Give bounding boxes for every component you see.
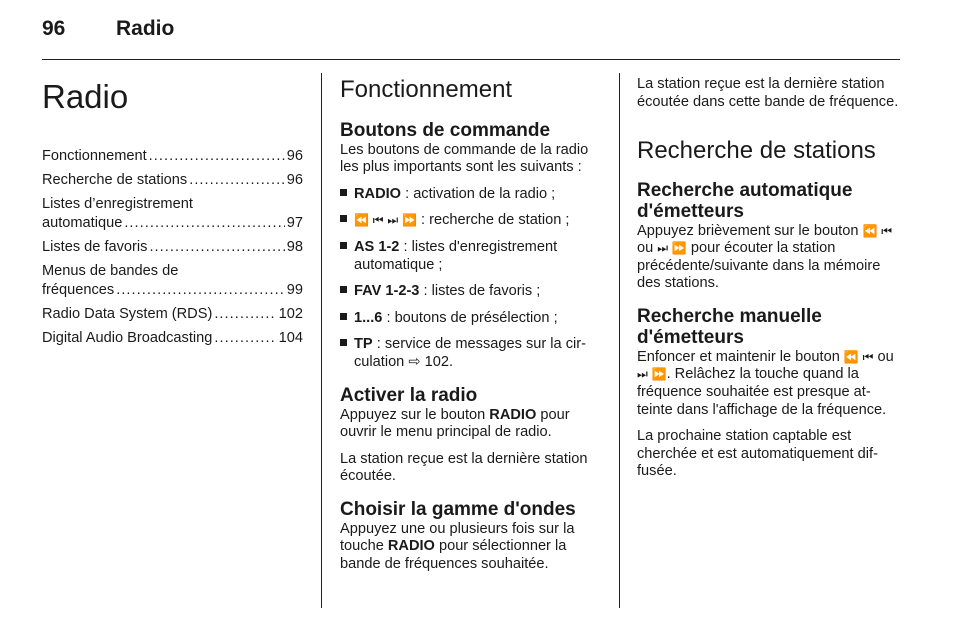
controls-intro: Les boutons de commande de la radio les plus importants sont les suivants :: [340, 141, 589, 176]
auto-search-heading: Recherche automatique d'émetteurs: [637, 179, 853, 222]
header-rule: [42, 59, 900, 60]
control-list-item: [340, 239, 602, 274]
text-run: pour ouvrir le menu principal de radio.: [340, 406, 570, 441]
toc-entry[interactable]: [42, 238, 303, 257]
seek-forward-icon: ⏭ ⏩: [637, 367, 667, 382]
text-run: pour écouter la station précédente/suivante dans la mémoire des stations.: [637, 240, 881, 292]
control-description: : boutons de présélection ;: [382, 309, 558, 326]
radio-key: RADIO: [489, 406, 537, 423]
text-run: ou: [637, 240, 658, 257]
toc-entry-line: [42, 305, 303, 324]
seek-buttons-icon: ⏪ ⏮ ⏭ ⏩: [354, 213, 417, 228]
controls-heading: Boutons de commande: [340, 119, 551, 141]
toc-leader-dots: [116, 281, 285, 300]
band-paragraph: [340, 521, 602, 574]
control-list-item: [340, 283, 602, 301]
activate-heading: Activer la radio: [340, 384, 478, 406]
toc-leader-dots: [149, 238, 284, 257]
bullet-square-icon: [340, 242, 347, 249]
toc-entry[interactable]: [42, 262, 303, 300]
control-description: : recherche de station ;: [416, 212, 570, 229]
seek-back-icon: ⏪ ⏮: [843, 349, 874, 364]
toc-entry-page: 96: [286, 147, 303, 164]
toc-entry-line: [42, 171, 303, 190]
toc-entry[interactable]: [42, 147, 303, 166]
right-column: [637, 72, 900, 490]
toc-entry-title: Recherche de stations: [42, 171, 188, 188]
text-run: ou: [873, 348, 894, 365]
toc-entry-title: automatique: [42, 214, 123, 231]
manual-search-paragraph-1: [637, 349, 900, 419]
toc-title: Radio: [42, 78, 129, 115]
band-station-paragraph: La station reçue est la dernière station écoutée dans cette bande de fréquence.: [637, 76, 899, 110]
toc-column: [42, 72, 303, 353]
text-run: Enfoncer et maintenir le bouton: [637, 348, 844, 365]
bullet-square-icon: [340, 286, 347, 293]
activate-paragraph-1: [340, 407, 602, 442]
toc-entry-title: fréquences: [42, 281, 115, 298]
control-key: RADIO: [354, 185, 402, 202]
toc-leader-dots: [214, 329, 276, 348]
text-run: Appuyez une ou plusieurs fois sur la touche: [340, 520, 575, 555]
toc-leader-dots: [189, 171, 285, 190]
controls-list: [340, 186, 602, 372]
text-run: Appuyez sur le bouton: [340, 406, 490, 423]
toc-entry-page: 98: [286, 238, 303, 255]
band-heading: Choisir la gamme d'ondes: [340, 498, 576, 520]
toc-entry[interactable]: [42, 195, 303, 233]
seek-back-icon: ⏪ ⏮: [862, 223, 893, 238]
control-key: AS 1-2: [354, 239, 400, 256]
toc-entry-line: Menus de bandes de: [42, 262, 179, 279]
column-divider-1: [321, 73, 322, 608]
control-description: : listes de favoris ;: [419, 283, 541, 300]
bullet-square-icon: [340, 189, 347, 196]
toc-entry-line: [42, 281, 303, 300]
column-divider-2: [619, 73, 620, 608]
toc-entry-page: 96: [286, 171, 303, 188]
toc-entry-page: 97: [286, 214, 303, 231]
activate-paragraph-2: La station reçue est la dernière station écoutée.: [340, 450, 588, 485]
toc-entry-line: [42, 214, 303, 233]
toc-entry-line: [42, 238, 303, 257]
radio-key: RADIO: [387, 538, 435, 555]
manual-search-paragraph-2: La prochaine station captable est cherchée et est automatiquement diffusée.: [637, 428, 878, 480]
section-heading: Fonctionnement: [340, 76, 513, 103]
toc-list: [42, 147, 303, 348]
toc-entry-title: Digital Audio Broadcasting: [42, 329, 213, 346]
toc-entry-page: 102: [278, 305, 303, 322]
toc-entry-line: [42, 147, 303, 166]
toc-entry-line: Listes d’enregistrement: [42, 195, 193, 212]
toc-entry[interactable]: [42, 305, 303, 324]
control-key: FAV 1-2-3: [354, 283, 420, 300]
auto-search-paragraph: [637, 223, 900, 293]
toc-entry[interactable]: [42, 329, 303, 348]
page-number: 96: [42, 17, 66, 40]
bullet-square-icon: [340, 313, 347, 320]
page-header: [42, 17, 174, 41]
seek-forward-icon: ⏭ ⏩: [657, 241, 687, 256]
control-description: : listes d'enregistrement automatique ;: [354, 239, 558, 273]
control-key: TP: [354, 336, 373, 353]
toc-leader-dots: [124, 214, 284, 233]
toc-entry-page: 99: [286, 281, 303, 298]
toc-leader-dots: [214, 305, 276, 324]
text-run: pour sélectionner la bande de fréquences souhaitée.: [340, 538, 567, 572]
manual-search-heading: Recherche manuelle d'émetteurs: [637, 305, 822, 348]
toc-entry-title: Radio Data System (RDS): [42, 305, 213, 322]
toc-entry-title: Fonctionnement: [42, 147, 147, 164]
bullet-square-icon: [340, 339, 347, 346]
section-title: Radio: [116, 17, 175, 40]
toc-entry-line: [42, 329, 303, 348]
toc-entry-title: Listes de favoris: [42, 238, 148, 255]
control-description: : activation de la radio ;: [401, 185, 556, 202]
control-list-item: [340, 212, 602, 230]
search-heading: Recherche de stations: [637, 137, 876, 165]
control-list-item: [340, 336, 602, 371]
bullet-square-icon: [340, 215, 347, 222]
toc-entry[interactable]: [42, 171, 303, 190]
control-key: 1...6: [354, 309, 383, 326]
control-description: : service de messages sur la circulation ⇨ 102.: [354, 336, 586, 371]
toc-leader-dots: [149, 147, 285, 166]
text-run: . Relâchez la touche quand la fréquence souhaitée est presque atteinte dans l'affichage de la fréquence.: [637, 366, 887, 418]
control-list-item: [340, 310, 602, 328]
text-run: Appuyez brièvement sur le bouton: [637, 222, 863, 239]
toc-entry-page: 104: [278, 329, 303, 346]
control-list-item: [340, 186, 602, 204]
main-column: [340, 72, 602, 583]
